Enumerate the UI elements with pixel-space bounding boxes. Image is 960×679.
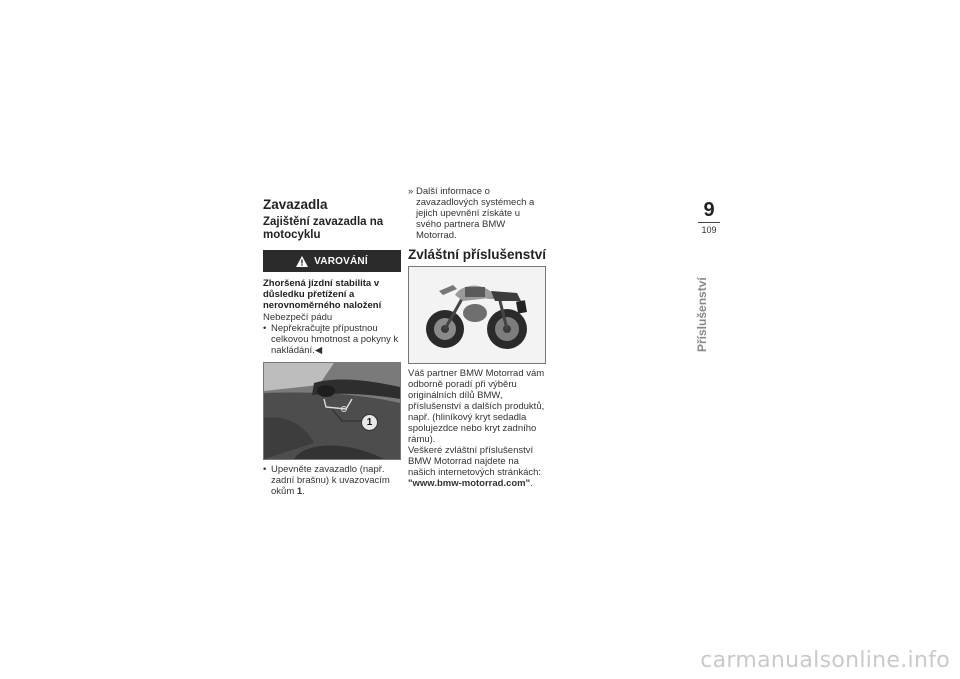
chapter-sidebar-title: Příslušenství <box>695 277 709 352</box>
warning-banner <box>263 250 401 272</box>
callout-1: 1 <box>361 414 378 431</box>
watermark: carmanualsonline.info <box>700 648 950 673</box>
warning-bullet-text: Nepřekračujte přípustnou celkovou hmotnost a pokyny k nakládání. <box>271 323 399 356</box>
chapter-marker <box>697 199 721 235</box>
bullet-marker: • <box>263 464 267 475</box>
warning-icon <box>296 256 308 267</box>
right-column: » Další informace o zavazadlových systémech a jejich upevnění získáte u svého partnera BMW Motorrad. Zvláštní příslušenství Váš partner BMW Motorrad vám odborně poradí při výběru originálních dílů BMW, příslušenství a dalších produktů, např. (hliníkový kryt sedadla spolujezdce nebo kryt zadního rámu). Veškeré zvláštní příslušenství BMW Motorrad najdete na našich internetových stránkách: "www.bmw-motorrad.com". <box>408 186 547 489</box>
step-bullet-text: Upevněte zavazadlo (např. zadní brašnu) k uvazovacím okům <box>271 464 390 497</box>
subsection-title: Zajištění zavazadla na motocyklu <box>263 216 384 241</box>
chapter-number: 9 <box>703 199 715 221</box>
accessories-para-1: Váš partner BMW Motorrad vám odborně poradí při výběru originálních dílů BMW, příslušenství a dalších produktů, např. (hliníkový kryt sedadla spolujezdce nebo kryt zadního rámu). <box>408 368 545 445</box>
left-column <box>263 197 401 497</box>
warning-bullet <box>263 323 401 356</box>
motorcycle-photo <box>408 266 546 364</box>
warning-label: VAROVÁNÍ <box>314 255 368 267</box>
step-ref: 1 <box>296 486 303 497</box>
accessories-para-2: Veškeré zvláštní příslušenství BMW Motorrad najdete na našich internetových stránkách: <box>408 445 542 478</box>
step-bullet: • Upevněte zavazadlo (např. zadní brašnu) k uvazovacím okům 1. <box>263 464 390 497</box>
callout-leader-line <box>264 363 400 459</box>
info-marker-icon: » <box>408 186 414 197</box>
info-text: Další informace o zavazadlových systémech a jejich upevnění získáte u svého partnera BMW Motorrad. <box>416 186 535 241</box>
bullet-marker: • <box>263 323 267 334</box>
page-number: 109 <box>701 225 717 235</box>
warning-heading: Zhoršená jízdní stabilita v důsledku přetížení a nerovnoměrného naložení <box>263 278 382 311</box>
end-mark-icon: ◀ <box>314 345 323 356</box>
section-title: Zavazadla <box>263 197 328 212</box>
accessories-title: Zvláštní příslušenství <box>408 247 547 262</box>
warning-text: Nebezpečí pádu <box>263 312 333 323</box>
motorcycle-photo-image <box>409 267 545 363</box>
luggage-photo <box>263 362 401 460</box>
website-link[interactable]: "www.bmw-motorrad.com" <box>408 478 531 489</box>
info-note <box>408 186 548 241</box>
chapter-divider <box>698 222 720 223</box>
